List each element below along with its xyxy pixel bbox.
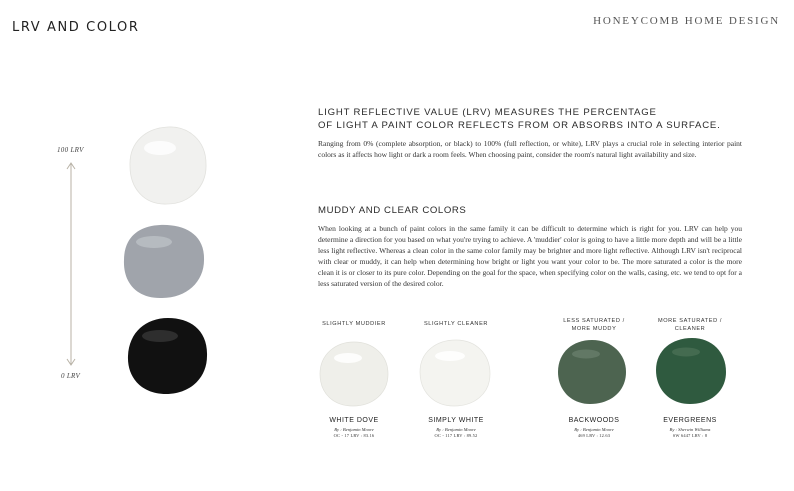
page-title: LRV AND COLOR — [12, 20, 140, 35]
paint-brand: By : Benjamin Moore — [334, 427, 374, 432]
lrv-scale-arrow — [64, 160, 78, 368]
section2-body: When looking at a bunch of paint colors in the same family it can be difficult to determine which is right for you. LRV can help you determine a direction for you based on what you're trying to achieve. A 'muddier' color is going to have a little more depth and will be a little less light reflective. Whereas a clean color in the same color family may be brighter and more light reflective. Although LRV isn't reciprocal with clear or muddy, it can help when determining how bright or light you want your color to be. The more saturated a color is the more clean it is or closer to its pure color. Depending on the goal for the space, when specifying color on the walls, casing, etc. we tend to opt for a less saturated version of the desired color. — [318, 224, 742, 288]
section1-heading-line2: OF LIGHT A PAINT COLOR REFLECTS FROM OR ABSORBS INTO A SURFACE. — [318, 120, 721, 131]
paint-brand: By : Sherwin Williams — [669, 427, 711, 432]
white-paint-blob — [126, 124, 210, 208]
example-label: MORE SATURATED / CLEANER — [657, 318, 723, 332]
paint-brand: By : Benjamin Moore — [436, 427, 476, 432]
example-label: SLIGHTLY CLEANER — [423, 321, 489, 327]
gray-paint-blob — [120, 222, 208, 302]
backwoods-blob — [556, 338, 628, 406]
paint-name: SIMPLY WHITE — [428, 417, 484, 424]
lrv-bottom-label: 0 LRV — [61, 372, 81, 380]
brand-name: HONEYCOMB HOME DESIGN — [593, 15, 780, 27]
paint-code: 469 LRV : 12.63 — [577, 433, 611, 438]
paint-brand: By : Benjamin Moore — [574, 427, 614, 432]
paint-name: EVERGREENS — [663, 417, 717, 424]
white-dove-blob — [318, 340, 390, 408]
simply-white-blob — [418, 338, 492, 408]
paint-name: BACKWOODS — [568, 417, 620, 424]
paint-name: WHITE DOVE — [329, 417, 379, 424]
paint-code: SW 6447 LRV : 8 — [672, 433, 708, 438]
example-label: LESS SATURATED / MORE MUDDY — [563, 318, 625, 332]
section1-heading-line1: LIGHT REFLECTIVE VALUE (LRV) MEASURES THE PERCENTAGE — [318, 107, 657, 118]
section1-body: Ranging from 0% (complete absorption, or black) to 100% (full reflection, or white), LRV plays a crucial role in selecting interior paint colors as it affects how light or dark a room feels. When choosing paint, consider the room's natural light availability and size. — [318, 139, 742, 159]
example-label: SLIGHTLY MUDDIER — [322, 321, 386, 327]
section2-heading: MUDDY AND CLEAR COLORS — [318, 205, 467, 216]
black-paint-blob — [124, 316, 212, 396]
paint-code: OC - 17 LRV : 83.16 — [333, 433, 375, 438]
paint-code: OC - 117 LRV : 89.52 — [434, 433, 478, 438]
evergreens-blob — [654, 336, 728, 406]
lrv-top-label: 100 LRV — [57, 146, 84, 154]
section1-heading — [318, 106, 758, 132]
